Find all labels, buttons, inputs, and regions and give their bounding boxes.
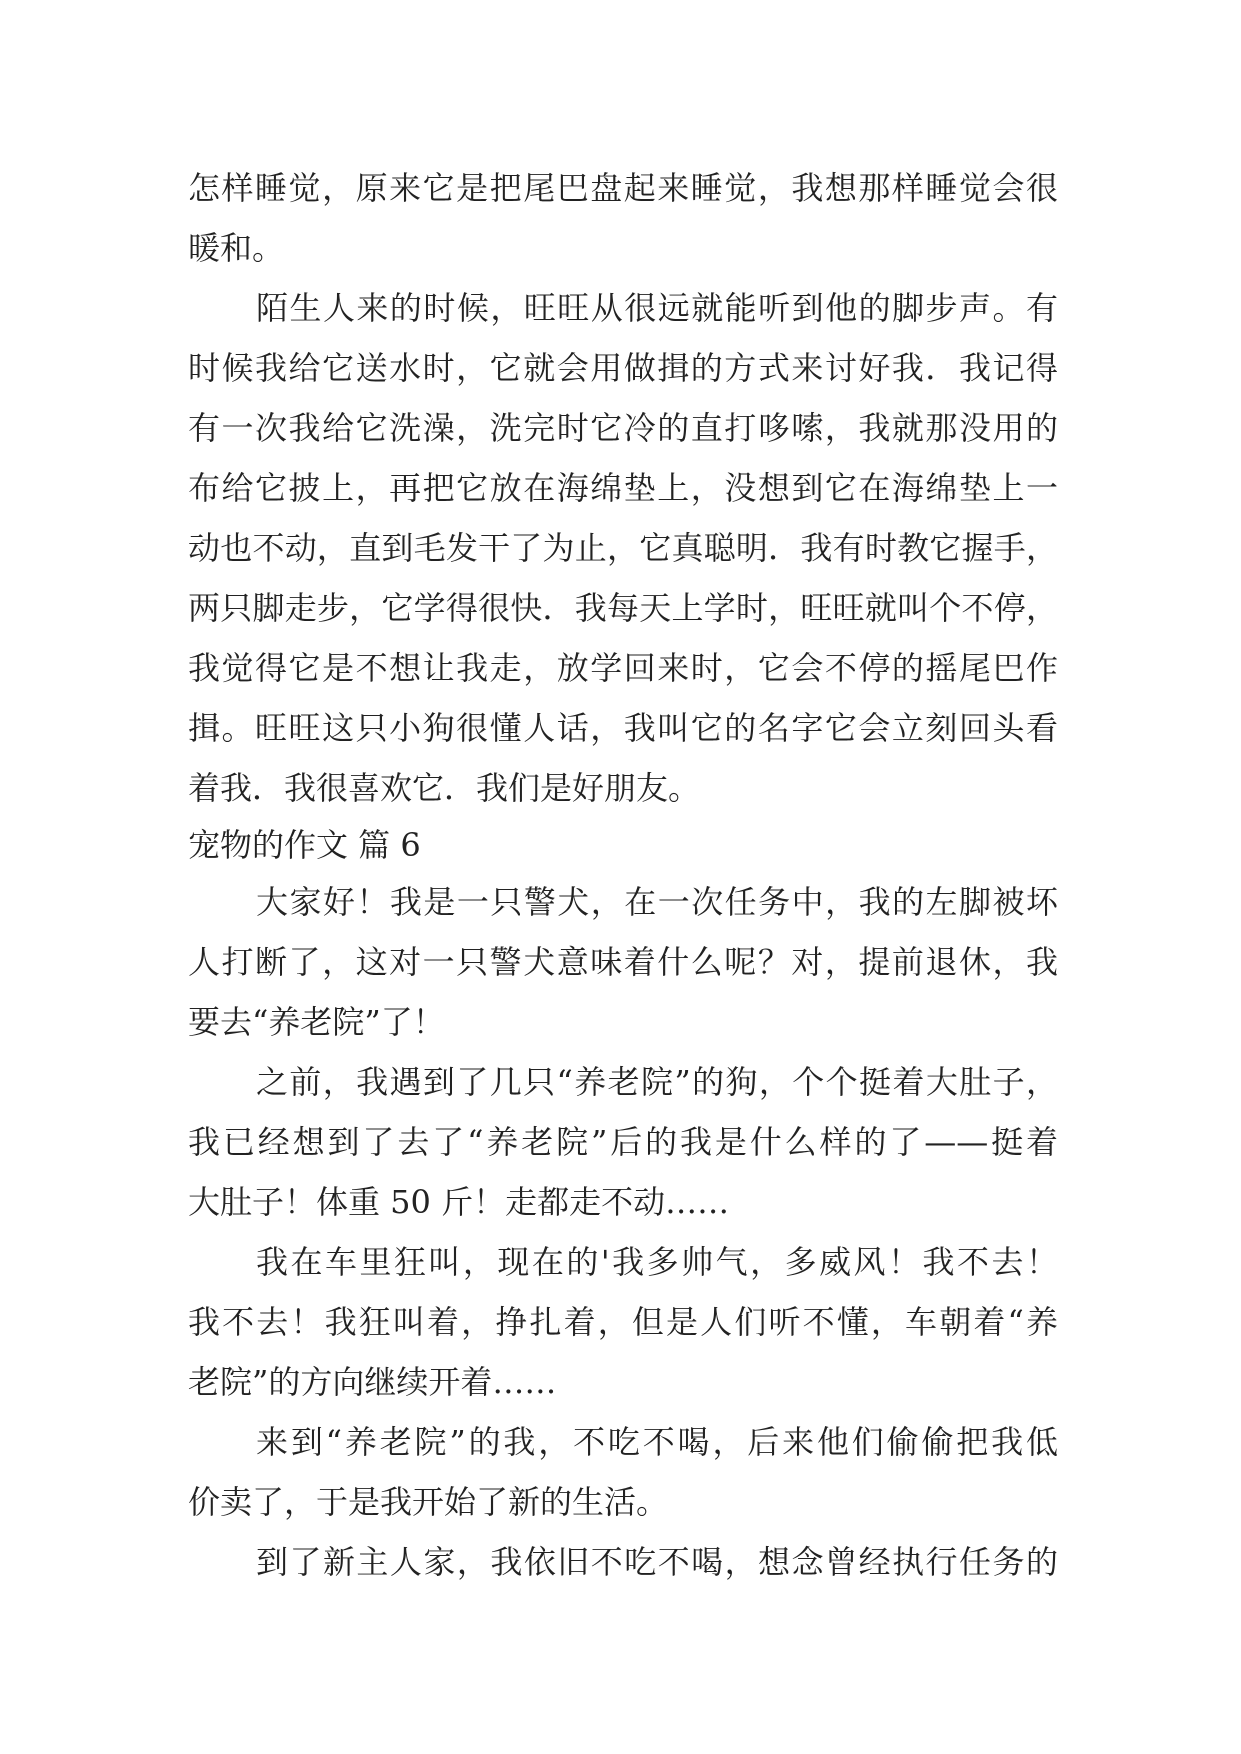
paragraph-first-line: 之前，我遇到了几只“养老院”的狗，个个挺着大肚子， — [256, 1063, 1058, 1101]
text-line: 老院”的方向继续开着…… — [188, 1363, 557, 1401]
paragraph-first-line: 来到“养老院”的我，不吃不喝，后来他们偷偷把我低 — [256, 1423, 1058, 1461]
text-line: 时候我给它送水时，它就会用做揖的方式来讨好我．我记得 — [188, 349, 1058, 387]
text-line: 人打断了，这对一只警犬意味着什么呢？对，提前退休，我 — [188, 943, 1058, 981]
paragraph-first-line: 我在车里狂叫，现在的'我多帅气，多威风！我不去！ — [256, 1243, 1058, 1281]
text-line: 布给它披上，再把它放在海绵垫上，没想到它在海绵垫上一 — [188, 469, 1058, 507]
text-line: 着我．我很喜欢它．我们是好朋友。 — [188, 769, 701, 807]
text-line: 揖。旺旺这只小狗很懂人话，我叫它的名字它会立刻回头看 — [188, 709, 1058, 747]
text-line: 我觉得它是不想让我走，放学回来时，它会不停的摇尾巴作 — [188, 649, 1058, 687]
text-line: 我不去！我狂叫着，挣扎着，但是人们听不懂，车朝着“养 — [188, 1303, 1058, 1341]
text-line: 两只脚走步，它学得很快．我每天上学时，旺旺就叫个不停， — [188, 589, 1058, 627]
paragraph-first-line: 大家好！我是一只警犬，在一次任务中，我的左脚被坏 — [256, 883, 1058, 921]
text-line: 动也不动，直到毛发干了为止，它真聪明．我有时教它握手， — [188, 529, 1058, 567]
text-line: 大肚子！体重 50 斤！走都走不动…… — [188, 1183, 730, 1221]
text-line: 怎样睡觉，原来它是把尾巴盘起来睡觉，我想那样睡觉会很 — [188, 169, 1058, 207]
text-line: 暖和。 — [188, 229, 285, 267]
text-line: 价卖了，于是我开始了新的生活。 — [188, 1483, 669, 1521]
paragraph-first-line: 陌生人来的时候，旺旺从很远就能听到他的脚步声。有 — [256, 289, 1058, 327]
text-line: 有一次我给它洗澡，洗完时它冷的直打哆嗦，我就那没用的 — [188, 409, 1058, 447]
section-heading: 宠物的作文 篇 6 — [188, 826, 421, 864]
text-line: 要去“养老院”了！ — [188, 1003, 445, 1041]
paragraph-first-line: 到了新主人家，我依旧不吃不喝，想念曾经执行任务的 — [256, 1543, 1058, 1581]
document-body — [188, 158, 1058, 1592]
text-line: 我已经想到了去了“养老院”后的我是什么样的了——挺着 — [188, 1123, 1058, 1161]
